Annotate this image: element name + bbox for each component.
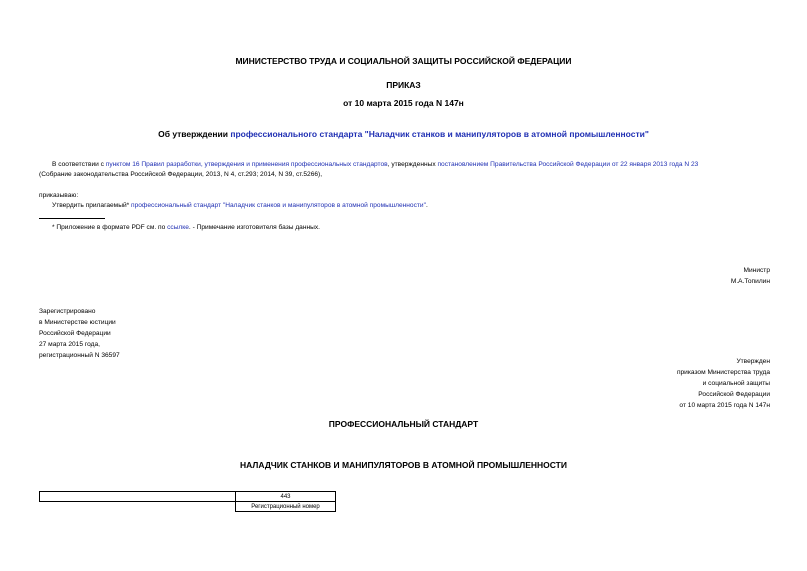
order-title: ПРИКАЗ xyxy=(386,80,421,90)
pdf-link[interactable]: ссылке xyxy=(167,224,189,231)
registration-line: регистрационный N 36597 xyxy=(39,352,120,359)
intro-line-1 xyxy=(52,160,698,170)
signature-name: М.А.Топилин xyxy=(730,278,770,285)
subject-prefix: Об утверждении xyxy=(158,129,231,139)
intro-text-1: В соответствии с xyxy=(52,161,106,168)
standard-name: НАЛАДЧИК СТАНКОВ И МАНИПУЛЯТОРОВ В АТОМНОЙ ПРОМЫШЛЕННОСТИ xyxy=(240,460,567,470)
standard-link[interactable]: профессиональный стандарт "Наладчик станков и манипуляторов в атомной промышленности" xyxy=(131,202,426,209)
footnote-text-2: . - Примечание изготовителя базы данных. xyxy=(188,224,321,231)
standard-heading: ПРОФЕССИОНАЛЬНЫЙ СТАНДАРТ xyxy=(328,419,479,429)
approval-line: и социальной защиты xyxy=(702,380,770,387)
approval-line: Утвержден xyxy=(736,358,770,365)
approval-line: приказом Министерства труда xyxy=(676,369,770,376)
signature-block xyxy=(731,265,770,287)
registration-line: в Министерстве юстиции xyxy=(39,319,116,326)
registration-line: Российской Федерации xyxy=(39,330,111,337)
resolution-link[interactable]: постановлением Правительства Российской Федерации от 22 января 2013 года N 23 xyxy=(437,161,699,168)
approval-line: от 10 марта 2015 года N 147н xyxy=(679,402,770,409)
approve-line xyxy=(52,201,428,211)
reg-number-cell: 443 xyxy=(236,492,336,502)
registration-table xyxy=(39,491,336,512)
intro-line-2: (Собрание законодательства Российской Федерации, 2013, N 4, ст.293; 2014, N 39, ст.5266), xyxy=(39,171,323,178)
approval-line: Российской Федерации xyxy=(698,391,770,398)
signature-title: Министр xyxy=(743,267,770,274)
order-subject xyxy=(0,129,807,139)
registration-line: Зарегистрировано xyxy=(39,308,96,315)
ministry-title: МИНИСТЕРСТВО ТРУДА И СОЦИАЛЬНОЙ ЗАЩИТЫ РОССИЙСКОЙ ФЕДЕРАЦИИ xyxy=(235,56,572,66)
decree-word: приказываю: xyxy=(39,192,79,199)
subject-link[interactable]: профессионального стандарта "Наладчик станков и манипуляторов в атомной промышленности" xyxy=(230,129,649,139)
approve-text-1: Утвердить прилагаемый* xyxy=(52,202,132,209)
registration-block xyxy=(39,306,120,361)
order-date: от 10 марта 2015 года N 147н xyxy=(343,98,464,108)
reg-table-blank-cell xyxy=(40,502,236,512)
footnote-text-1: * Приложение в формате PDF см. по xyxy=(52,224,168,231)
registration-line: 27 марта 2015 года, xyxy=(39,341,100,348)
approval-block xyxy=(677,356,770,411)
rules-link[interactable]: пунктом 16 Правил разработки, утверждения и применения профессиональных стандартов xyxy=(105,161,388,168)
reg-table-empty-cell xyxy=(40,492,236,502)
footnote-divider xyxy=(39,218,105,219)
intro-text-2: , утвержденных xyxy=(387,161,438,168)
reg-number-label: Регистрационный номер xyxy=(236,502,336,512)
approve-text-2: . xyxy=(425,202,428,209)
footnote xyxy=(52,223,320,233)
